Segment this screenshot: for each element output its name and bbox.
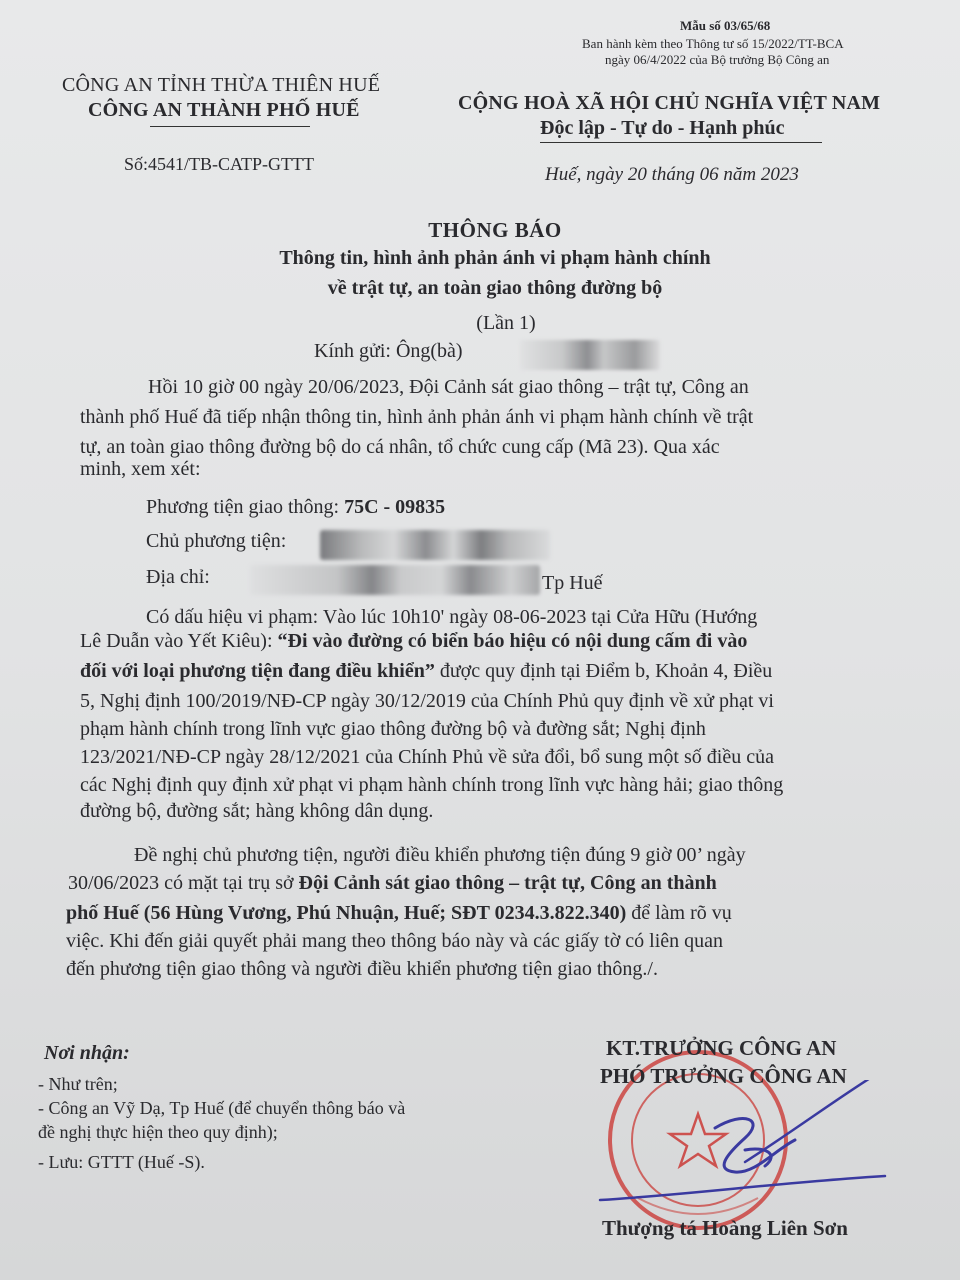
request-address: phố Huế (56 Hùng Vương, Phú Nhuận, Huế; SĐT 0234.3.822.340) (66, 902, 627, 924)
request-line-1: Đề nghị chủ phương tiện, người điều khiển phương tiện đúng 9 giờ 00’ ngày (134, 844, 746, 866)
vehicle-label: Phương tiện giao thông: (146, 496, 345, 518)
violation-line-8: đường bộ, đường sắt; hàng không dân dụng. (80, 800, 434, 822)
vehicle-line (146, 496, 445, 519)
issued-line-2: ngày 06/4/2022 của Bộ trưởng Bộ Công an (605, 52, 830, 67)
owner-label: Chủ phương tiện: (146, 530, 287, 552)
recipient-item-3: đề nghị thực hiện theo quy định); (38, 1122, 278, 1142)
document-title: THÔNG BÁO (428, 218, 562, 242)
violation-basis: được quy định tại Điểm b, Khoản 4, Điều (434, 660, 773, 682)
address-city: Tp Huế (542, 572, 603, 594)
request-line-2 (68, 872, 717, 895)
request-line-5: đến phương tiện giao thông và người điều khiển phương tiện giao thông./. (66, 958, 658, 980)
form-number: Mẫu số 03/65/68 (680, 18, 771, 33)
place-date: Huế, ngày 20 tháng 06 năm 2023 (545, 164, 799, 185)
address-label: Địa chỉ: (146, 566, 210, 588)
agency-parent: CÔNG AN TỈNH THỪA THIÊN HUẾ (62, 74, 381, 96)
intro-line-1: Hồi 10 giờ 00 ngày 20/06/2023, Đội Cảnh sát giao thông – trật tự, Công an (148, 376, 749, 398)
violation-line-6: 123/2021/NĐ-CP ngày 28/12/2021 của Chính Phủ về sửa đổi, bổ sung một số điều của (80, 746, 774, 768)
intro-line-3: tự, an toàn giao thông đường bộ do cá nhân, tổ chức cung cấp (Mã 23). Qua xác (80, 436, 720, 458)
redacted-owner (320, 530, 550, 560)
violation-line-1: Có dấu hiệu vi phạm: Vào lúc 10h10' ngày 08-06-2023 tại Cửa Hữu (Hướng (146, 606, 758, 628)
recipient-label: Kính gửi: Ông(bà) (314, 340, 463, 362)
agency-underline (150, 126, 310, 127)
document-subtitle-2: về trật tự, an toàn giao thông đường bộ (327, 277, 663, 299)
intro-line-4: minh, xem xét: (80, 458, 201, 480)
violation-line-5: phạm hành chính trong lĩnh vực giao thông đường bộ và đường sắt; Nghị định (80, 718, 706, 740)
violation-line-3 (80, 660, 772, 683)
violation-line-7: các Nghị định quy định xử phạt vi phạm hành chính trong lĩnh vực hàng hải; giao thông (80, 774, 784, 796)
redacted-recipient (520, 340, 660, 370)
violation-offense-2: đối với loại phương tiện đang điều khiển” (80, 660, 435, 682)
handwritten-signature-icon (595, 1080, 895, 1220)
issued-line-1: Ban hành kèm theo Thông tư số 15/2022/TT-BCA (582, 36, 844, 51)
request-office: Đội Cảnh sát giao thông – trật tự, Công an thành (298, 872, 717, 894)
violation-line-2 (80, 630, 747, 653)
violation-offense-1: “Đi vào đường có biển báo hiệu có nội dung cấm đi vào (277, 630, 748, 652)
intro-line-2: thành phố Huế đã tiếp nhận thông tin, hình ảnh phản ánh vi phạm hành chính về trật (80, 406, 754, 428)
violation-location-tail: Lê Duẫn vào Yết Kiêu): (80, 630, 278, 652)
signature-title-2: PHÓ TRƯỞNG CÔNG AN (600, 1064, 847, 1088)
recipients-title: Nơi nhận: (44, 1042, 130, 1064)
vehicle-plate: 75C - 09835 (344, 496, 446, 518)
document-subtitle-1: Thông tin, hình ảnh phản ánh vi phạm hành chính (279, 247, 711, 269)
request-line-4: việc. Khi đến giải quyết phải mang theo thông báo này và các giấy tờ có liên quan (66, 930, 724, 952)
motto-underline (540, 142, 822, 143)
request-purpose: để làm rõ vụ (626, 902, 732, 924)
national-title: CỘNG HOÀ XÃ HỘI CHỦ NGHĨA VIỆT NAM (458, 92, 881, 114)
signer-name: Thượng tá Hoàng Liên Sơn (602, 1216, 848, 1240)
request-date: 30/06/2023 có mặt tại trụ sở (68, 872, 299, 894)
document-number: Số:4541/TB-CATP-GTTT (124, 154, 315, 174)
recipient-item-4: - Lưu: GTTT (Huế -S). (38, 1152, 205, 1172)
request-line-3 (66, 902, 732, 925)
notice-count: (Lần 1) (476, 312, 536, 334)
recipient-item-2: - Công an Vỹ Dạ, Tp Huế (để chuyển thông báo và (38, 1098, 406, 1118)
national-motto: Độc lập - Tự do - Hạnh phúc (540, 117, 785, 139)
recipient-item-1: - Như trên; (38, 1074, 118, 1094)
signature-title-1: KT.TRƯỞNG CÔNG AN (606, 1036, 837, 1060)
violation-line-4: 5, Nghị định 100/2019/NĐ-CP ngày 30/12/2019 của Chính Phủ quy định về xử phạt vi (80, 690, 774, 712)
agency-name: CÔNG AN THÀNH PHỐ HUẾ (88, 99, 360, 121)
redacted-address (250, 565, 540, 595)
